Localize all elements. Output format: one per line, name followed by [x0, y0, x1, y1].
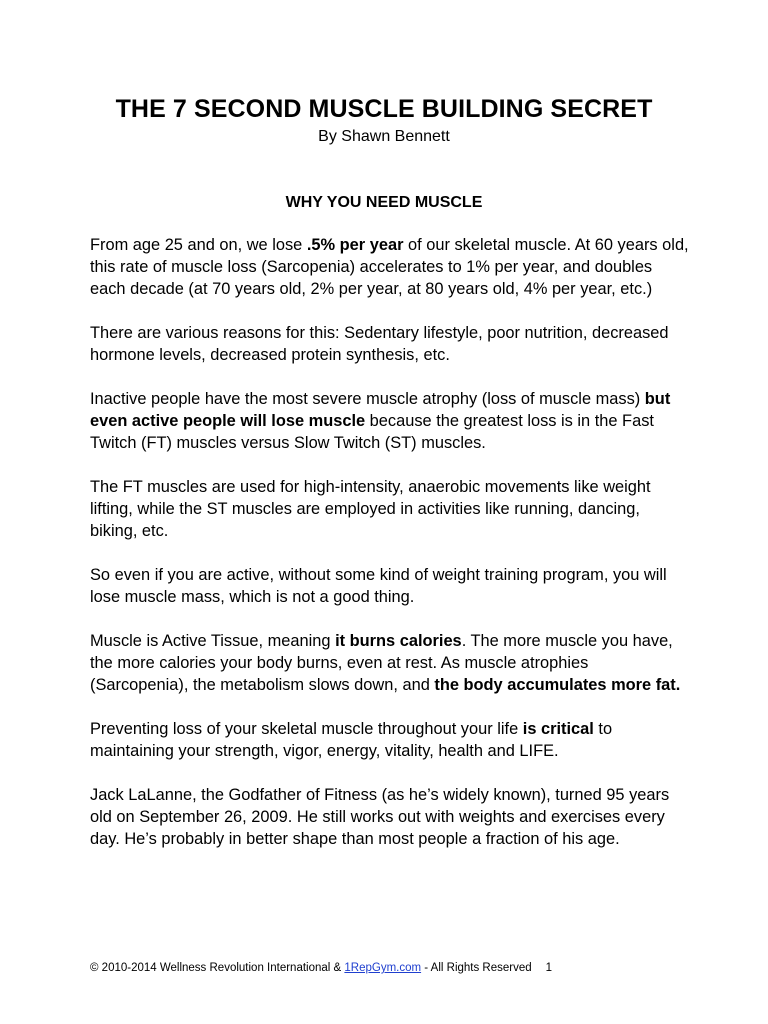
paragraph-text: because the greatest loss is in the Fast Twitch (FT) muscles versus Slow Twitch (ST) muscles. — [90, 412, 654, 452]
section-heading: WHY YOU NEED MUSCLE — [285, 194, 483, 211]
emphasized-text: the body accumulates more fat. — [434, 676, 681, 694]
paragraph — [90, 322, 690, 366]
paragraph-text: There are various reasons for this: Sedentary lifestyle, poor nutrition, decreased hormone levels, decreased protein synthesis, etc. — [90, 324, 669, 364]
paragraph-text: Preventing loss of your skeletal muscle throughout your life — [90, 720, 523, 738]
paragraph — [90, 476, 690, 542]
emphasized-text: but even active people will lose muscle — [90, 390, 671, 430]
author-byline: By Shawn Bennett — [318, 128, 450, 145]
copyright-prefix: © 2010-2014 Wellness Revolution International & — [90, 962, 345, 974]
paragraph-text: Jack LaLanne, the Godfather of Fitness (as he’s widely known), turned 95 years old on September 26, 2009. He still works out with weights and exercises every day. He’s probably in better shape than most people a fraction of his age. — [90, 786, 670, 848]
paragraph-text: to maintaining your strength, vigor, energy, vitality, health and LIFE. — [90, 720, 613, 760]
paragraph — [90, 784, 690, 850]
website-link[interactable]: 1RepGym.com — [344, 962, 422, 974]
page-footer — [90, 960, 552, 976]
paragraph-text: . The more muscle you have, the more calories your body burns, even at rest. As muscle atrophies (Sarcopenia), the metabolism slows down, and — [90, 632, 673, 694]
emphasized-text: it burns calories — [335, 632, 462, 650]
copyright-suffix: - All Rights Reserved — [421, 962, 532, 974]
paragraph-text: From age 25 and on, we lose — [90, 236, 307, 254]
document-title: THE 7 SECOND MUSCLE BUILDING SECRET — [115, 95, 653, 123]
emphasized-text: .5% per year — [306, 236, 404, 254]
body-text — [90, 234, 690, 872]
paragraph — [90, 388, 690, 454]
paragraph-text: Muscle is Active Tissue, meaning — [90, 632, 336, 650]
paragraph-text: The FT muscles are used for high-intensity, anaerobic movements like weight lifting, while the ST muscles are employed in activities like running, dancing, biking, etc. — [90, 478, 651, 540]
paragraph — [90, 234, 690, 300]
page-number: 1 — [545, 962, 553, 974]
paragraph-text: of our skeletal muscle. At 60 years old, this rate of muscle loss (Sarcopenia) accelerates to 1% per year, and doubles each decade (at 70 years old, 2% per year, at 80 years old, 4% per year, etc.) — [90, 236, 689, 298]
paragraph-text: Inactive people have the most severe muscle atrophy (loss of muscle mass) — [90, 390, 645, 408]
paragraph — [90, 718, 690, 762]
paragraph-text: So even if you are active, without some kind of weight training program, you will lose muscle mass, which is not a good thing. — [90, 566, 667, 606]
paragraph — [90, 564, 690, 608]
paragraph — [90, 630, 690, 696]
emphasized-text: is critical — [522, 720, 594, 738]
